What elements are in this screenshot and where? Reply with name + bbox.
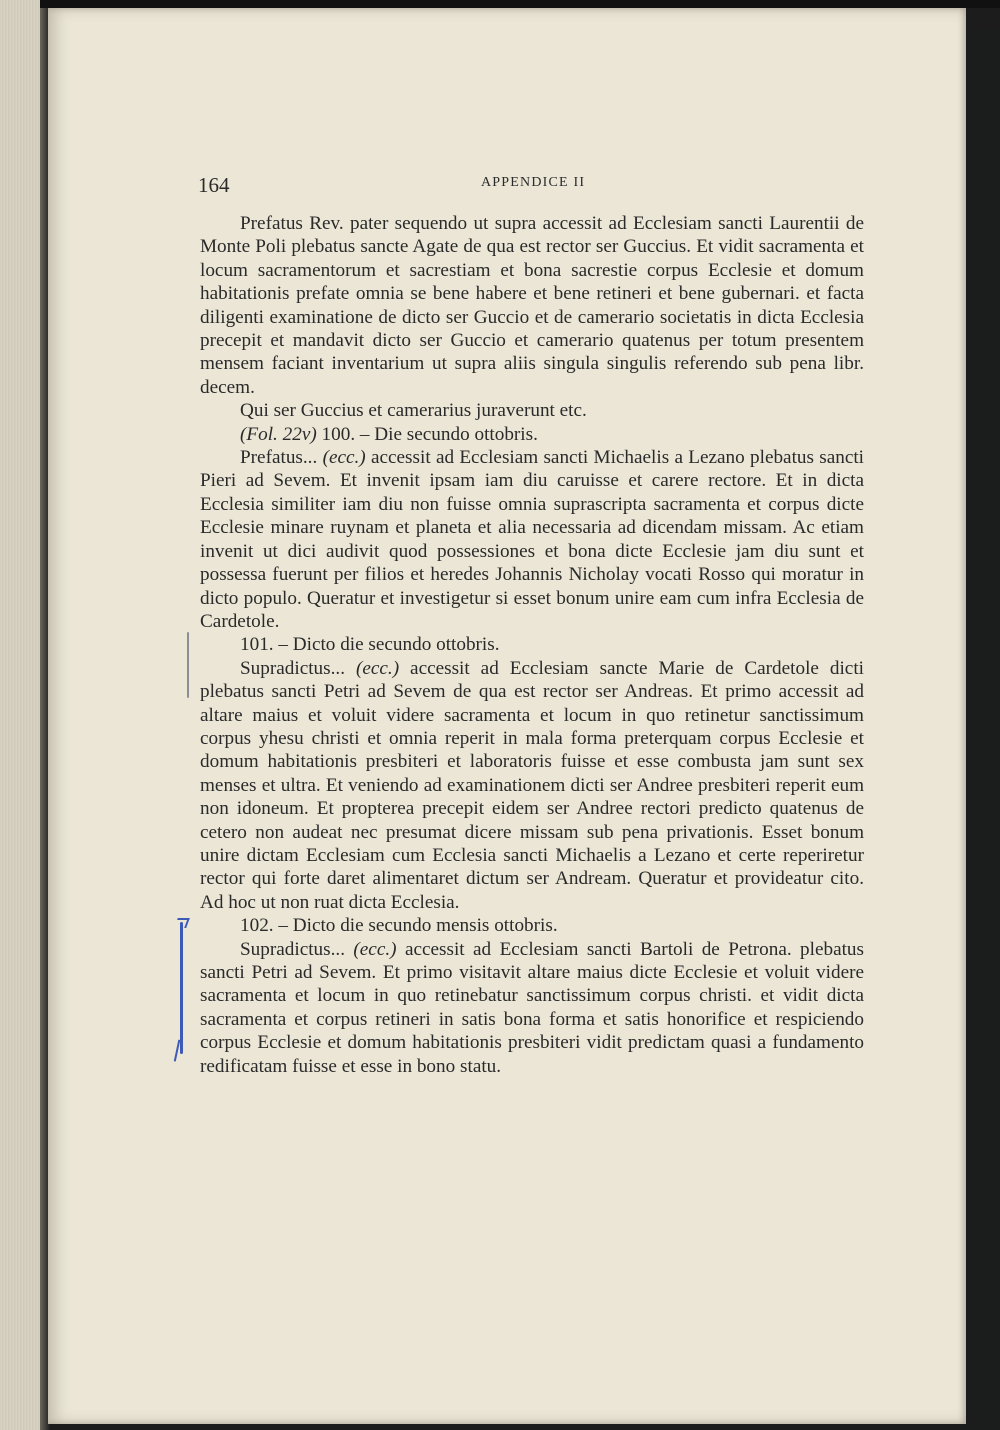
paragraph-juraverunt: Qui ser Guccius et camerarius juraverunt etc. (240, 400, 587, 422)
paragraph-prefatus-rev: Prefatus Rev. pater sequendo ut supra accessit ad Ecclesiam sancti Laurentii de Monte Poli plebatus sancte Agate de qua est rector ser Guccius. Et vidit sacramenta et locum sacramentorum et sacrestiam et bona sacrestie corpus Ecclesie et domum habitationis prefate omnia se bene habere et bene retineri et bene gubernari. et facta diligenti examinatione de dicto ser Guccio et de camerario societatis in dicta Ecclesia precepit et mandavit dicto ser Guccio et camerario quatenus per totum presentem mensem faciant inventarium ut supra aliis singula singulis referendo sub pena libr. decem. (200, 213, 864, 398)
scan-right-border (962, 30, 1000, 1430)
pencil-margin-line (187, 632, 189, 698)
body-text (200, 212, 864, 1078)
entry-heading-101: 101. – Dicto die secundo ottobris. (240, 634, 500, 656)
ecc-abbreviation: (ecc.) (353, 938, 397, 960)
ecc-abbreviation: (ecc.) (322, 447, 366, 469)
paragraph-body: accessit ad Ecclesiam sancti Bartoli de Petrona. plebatus sancti Petri ad Sevem. Et primo visitavit altare maius dicte Ecclesie et voluit videre sacramenta et locum in quo retinebatur sanctissimum corpus christi. et vidit dicta sacramenta et corpus retineri in satis bona forma et satis honorifice et respiciendo corpus Ecclesie et domum habitationis presbiteri vidit predictam quasi a fundamento redificatam fuisse et esse in bono statu. (200, 938, 864, 1077)
folio-reference: (Fol. 22v) (240, 423, 317, 445)
paragraph-opening: Supradictus... (240, 938, 354, 960)
entry-heading-100-text: 100. – Die secundo ottobris. (316, 423, 538, 445)
paragraph-body: accessit ad Ecclesiam sancte Marie de Cardetole dicti plebatus sancti Petri ad Sevem de qua est rector ser Andreas. Et primo accessit ad altare maius et voluit videre sacramenta et locum in quo retinetur sanctissimum corpus yhesu christi et omnia reperit in mala forma preterquam corpus Ecclesie et domum habitationis presbiteri et laboratoris fuisse et esse combusta jam sunt sex menses et ultra. Et veniendo ad examinationem dicti ser Andree presbiteri reperit eum non idoneum. Et propterea precepit eidem ser Andree rectori predicto quatenus de cetero non audeat nec presumat dicere missam sub pena privationis. Esset bonum unire dictam Ecclesiam cum Ecclesia sancti Michaelis a Lezano et certe reperiretur rector qui forte daret alimentaret dictum ser Andream. Queratur et provideatur cito. Ad hoc ut non ruat dicta Ecclesia. (200, 657, 864, 913)
blue-ink-margin-line (180, 922, 183, 1054)
ecc-abbreviation: (ecc.) (355, 657, 400, 679)
paragraph-body: accessit ad Ecclesiam sancti Michaelis a Lezano plebatus sancti Pieri ad Sevem. Et invenit ipsam iam diu caruisse et carere rectore. Et in dicta Ecclesia similiter iam diu non fuisse omnia suprascripta sacramenta et corpus dicte Ecclesie minare ruynam et planeta et alia necessaria ad dicendam missam. Ac etiam invenit ut dici audivit quod possessiones et bona dicte Ecclesie jam diu sunt et possessa fuerunt per filios et heredes Johannis Nicholay vocati Rosso qui moratur in dicto populo. Queratur et investigetur si esset bonum unire eam cum infra Ecclesia de Cardetole. (200, 447, 865, 632)
page-edges-stack (0, 0, 44, 1430)
paragraph-opening: Prefatus... (240, 447, 323, 469)
scan-top-border (40, 0, 1000, 8)
entry-heading-100 (200, 423, 864, 446)
running-header (198, 173, 598, 197)
entry-heading-102: 102. – Dicto die secundo mensis ottobris. (240, 915, 558, 937)
paragraph-entry-102 (200, 938, 864, 1078)
paragraph-entry-100 (200, 446, 864, 633)
paragraph-opening: Supradictus... (240, 657, 356, 679)
running-title: APPENDICE II (481, 175, 586, 190)
page-number: 164 (198, 173, 230, 197)
paragraph-entry-101 (200, 657, 864, 914)
